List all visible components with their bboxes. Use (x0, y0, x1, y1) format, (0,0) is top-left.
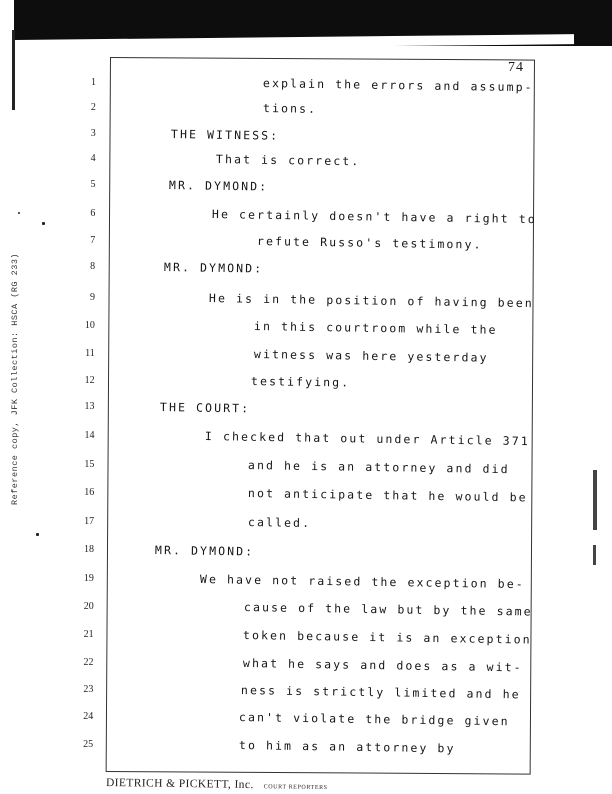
transcript-line: can't violate the bridge given (238, 710, 510, 729)
transcript-line: THE COURT: (159, 400, 251, 416)
line-number: 25 (83, 739, 94, 750)
line-number: 21 (83, 629, 94, 640)
scan-right-mark (593, 545, 596, 565)
line-number: 1 (91, 77, 96, 88)
transcript-line: He is in the position of having been (208, 291, 534, 311)
transcript-line: MR. DYMOND: (168, 178, 269, 194)
scan-right-mark (593, 470, 597, 530)
line-number: 19 (83, 573, 94, 584)
line-number: 6 (90, 208, 96, 219)
line-number: 3 (90, 128, 96, 139)
transcript-line: what he says and does as a wit- (242, 656, 523, 675)
transcript-line: MR. DYMOND: (163, 260, 264, 276)
footer-subtitle: COURT REPORTERS (263, 784, 328, 792)
transcript-line: MR. DYMOND: (154, 543, 255, 559)
transcript-line: refute Russo's testimony. (256, 234, 483, 252)
line-number: 11 (85, 348, 95, 359)
transcript-line: not anticipate that he would be (247, 486, 528, 505)
line-number: 8 (90, 261, 96, 272)
line-number: 22 (83, 657, 94, 668)
line-number: 15 (84, 459, 95, 470)
line-number: 7 (90, 235, 96, 246)
transcript-line: and he is an attorney and did (247, 458, 510, 477)
transcript-line: We have not raised the exception be- (199, 572, 525, 592)
line-number: 10 (84, 320, 95, 331)
transcript-line: to him as an attorney by (238, 738, 456, 756)
transcript-line: witness was here yesterday (253, 347, 489, 365)
line-number: 4 (90, 153, 96, 164)
archive-stamp: Reference copy, JFK Collection: HSCA (RG 233) (10, 252, 20, 505)
line-number: 16 (84, 487, 95, 498)
transcript-line: tions. (262, 101, 318, 116)
line-number: 20 (83, 601, 94, 612)
line-number: 12 (84, 375, 95, 386)
transcript-line: ness is strictly limited and he (240, 683, 521, 702)
transcript-line: cause of the law but by the same (243, 600, 533, 619)
footer-firm: DIETRICH & PICKETT, Inc. (105, 777, 254, 792)
page-number: 74 (508, 60, 524, 75)
scan-left-edge (12, 30, 15, 110)
line-number: 24 (83, 711, 94, 722)
transcript-line: testifying. (250, 374, 351, 390)
line-number: 5 (90, 179, 96, 190)
transcript-line: THE WITNESS: (170, 127, 280, 143)
line-number: 23 (83, 684, 94, 695)
line-number: 2 (90, 102, 96, 113)
transcript-line: That is correct. (215, 152, 361, 169)
transcript-line: called. (247, 515, 312, 530)
line-number: 9 (90, 292, 96, 303)
line-number: 17 (84, 516, 95, 527)
transcript-line: I checked that out under Article 371 (204, 429, 530, 449)
transcript-line: in this courtroom while the (253, 319, 498, 337)
transcript-line: token because it is an exception (242, 628, 532, 647)
line-number: 18 (83, 544, 94, 555)
transcript-line: explain the errors and assump- (262, 76, 534, 95)
line-number: 14 (84, 430, 95, 441)
line-number: 13 (84, 401, 95, 412)
transcript-line: He certainly doesn't have a right to (211, 207, 537, 227)
